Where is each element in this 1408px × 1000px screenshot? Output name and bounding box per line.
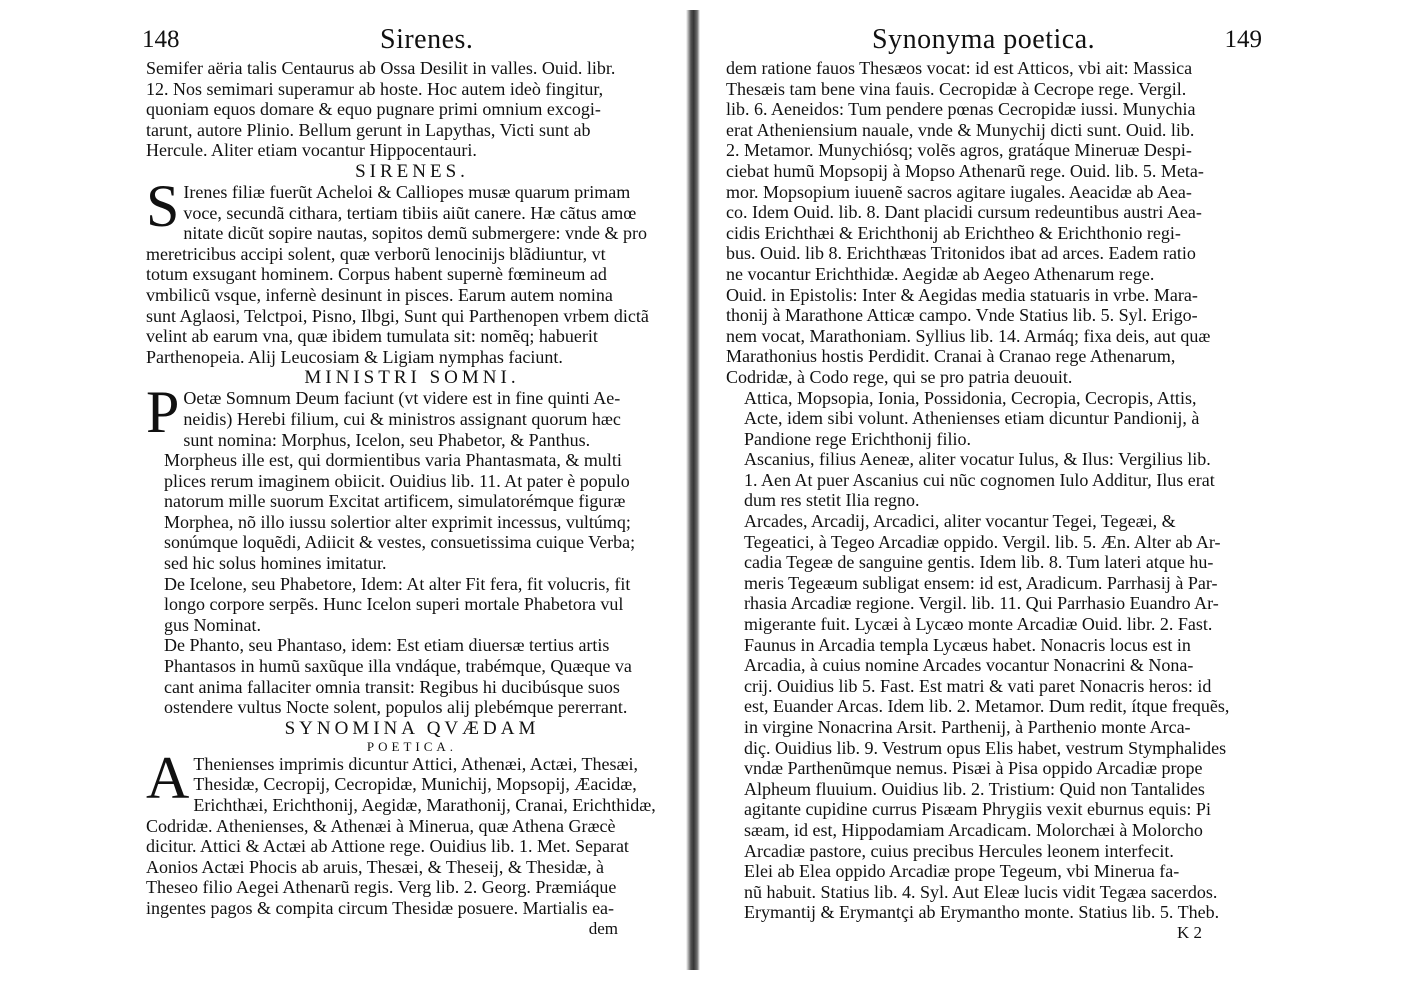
section-subheading-poetica: POETICA. bbox=[366, 738, 458, 754]
text-line: vmbilicũ vsque, infernè desinunt in pisces. Earum autem nomina bbox=[146, 284, 613, 305]
text-line: Hercule. Aliter etiam vocantur Hippocentauri. bbox=[146, 140, 477, 161]
text-line: co. Idem Ouid. lib. 8. Dant placidi cursum redeuntibus austri Aea- bbox=[726, 202, 1202, 223]
text-line: vndæ Parthenũmque nemus. Pisæi à Pisa oppido Arcadiæ prope bbox=[744, 758, 1203, 779]
text-line: sed hic solus homines imitatur. bbox=[164, 553, 387, 574]
drop-cap-p: P bbox=[146, 379, 180, 446]
text-line: Pandione rege Erichthonij filio. bbox=[744, 428, 971, 449]
text-line: quoniam equos domare & equo pugnare primi omnium excogi- bbox=[146, 99, 601, 120]
centaur-paragraph bbox=[146, 58, 678, 161]
text-line: diç. Ouidius lib. 9. Vestrum opus Elis habet, vestrum Stymphalides bbox=[744, 737, 1227, 758]
text-line: Phantasos in humũ saxũque illa vndáque, trabémque, Quæque va bbox=[164, 656, 632, 677]
drop-cap-a: A bbox=[146, 744, 190, 811]
right-page-number: 149 bbox=[1224, 26, 1262, 53]
text-line: Alpheum fluuium. Ouidius lib. 2. Tristium: Quid non Tantalides bbox=[744, 778, 1205, 799]
phanto-paragraph bbox=[146, 635, 678, 717]
text-line: 12. Nos semimari superamur ab hoste. Hoc autem ideò fingitur, bbox=[146, 78, 604, 99]
section-heading-synonima: SYNOMINA QVÆDAM bbox=[284, 717, 540, 739]
text-line: Codridæ, à Codo rege, qui se pro patria deuouit. bbox=[726, 366, 1073, 387]
text-line: mor. Mopsopium iuuenẽ sacros agitare iugales. Aeacidæ ab Aea- bbox=[726, 181, 1192, 202]
elei-paragraph bbox=[726, 861, 1262, 923]
text-line: cant anima fallaciter omnia transit: Regibus hi ducibúsque suos bbox=[164, 676, 620, 697]
text-line: erat Atheniensium nauale, vnde & Munychij dicti sunt. Ouid. lib. bbox=[726, 119, 1195, 140]
left-page bbox=[142, 24, 678, 982]
text-line: nitate dicũt sopire nautas, sopitos demũ submergere: vnde & pro bbox=[183, 223, 647, 244]
text-line: De Phanto, seu Phantaso, idem: Est etiam diuersæ tertius artis bbox=[164, 635, 610, 656]
text-line: Theseo filio Aegei Athenarũ regis. Verg lib. 2. Georg. Præmiáque bbox=[146, 877, 617, 898]
signature-mark: K 2 bbox=[1176, 922, 1202, 942]
text-line: crij. Ouidius lib 5. Fast. Est matri & vati paret Nonacris heros: id bbox=[744, 675, 1212, 696]
text-line: dicitur. Attici & Actæi ab Attione rege. Ouidius lib. 1. Met. Separat bbox=[146, 836, 629, 857]
text-line: migerante fuit. Lycæi à Lycæo monte Arcadiæ Ouid. libr. 2. Fast. bbox=[744, 614, 1213, 635]
text-line: Arcadia, à cuius nomine Arcades vocantur Nonacrini & Nona- bbox=[744, 655, 1194, 676]
text-line: Elei ab Elea oppido Arcadiæ prope Tegeum, vbi Minerua fa- bbox=[744, 861, 1180, 882]
left-page-body bbox=[146, 58, 678, 939]
text-line: Codridæ. Athenienses, & Athenæi à Minerua, quæ Athena Græcè bbox=[146, 815, 616, 836]
text-line: Aonios Actæi Phocis ab aruis, Thesæi, & Theseij, & Thesidæ, à bbox=[146, 856, 604, 877]
text-line: Erichthæi, Erichthonij, Aegidæ, Marathonij, Cranai, Erichthidæ, bbox=[193, 795, 656, 815]
text-line: nem vocat, Marathoniam. Syllius lib. 14. Armáq; fixa deis, aut quæ bbox=[726, 325, 1211, 346]
right-running-head: Synonyma poetica. bbox=[872, 24, 1096, 55]
section-heading-ministri-somni: MINISTRI SOMNI. bbox=[304, 367, 520, 389]
text-line: Attica, Mopsopia, Ionia, Possidonia, Cecropia, Cecropis, Attis, bbox=[744, 387, 1197, 408]
text-line: cadia Tegeæ de sanguine gentis. Idem lib. 8. Tum lateri atque hu- bbox=[744, 552, 1214, 573]
morpheus-paragraph bbox=[146, 450, 678, 574]
text-line: gus Nominat. bbox=[164, 614, 261, 635]
text-line: natorum mille suorum Excitat artificem, simulatorémque figuræ bbox=[164, 491, 626, 512]
text-line: De Icelone, seu Phabetore, Idem: At alter Fit fera, fit volucris, fit bbox=[164, 573, 631, 594]
text-line: Acte, idem sibi volunt. Athenienses etiam dicuntur Pandionij, à bbox=[744, 408, 1200, 429]
text-line: rhasia Arcadiæ regione. Vergil. lib. 11. Qui Parrhasio Euandro Ar- bbox=[744, 593, 1219, 614]
right-page-header bbox=[726, 24, 1262, 58]
text-line: nũ habuit. Statius lib. 4. Syl. Aut Eleæ lucis vidit Tegæa sacerdos. bbox=[744, 881, 1218, 902]
text-line: plices rerum imaginem obiicit. Ouidius lib. 11. At pater è populo bbox=[164, 470, 630, 491]
text-line: agitante cupidine currus Pisæam Phrygiis vexit eburnus equis: Pi bbox=[744, 799, 1211, 820]
text-line: Thesæis tam bene vina fauis. Cecropidæ à Cecrope rege. Vergil. bbox=[726, 78, 1187, 99]
sirenes-paragraph bbox=[146, 172, 678, 367]
text-line: Arcadiæ pastore, cuius precibus Hercules leonem interfecit. bbox=[744, 840, 1174, 861]
text-line: ostendere vultus Nocte solent, populos alij plebémque pererrant. bbox=[164, 697, 628, 718]
text-line: longo corpore serpẽs. Hunc Icelon superi mortale Phabetora vul bbox=[164, 594, 624, 615]
icelon-paragraph bbox=[146, 574, 678, 636]
text-line: sæam, id est, Hippodamiam Arcadicam. Molorchæi à Molorcho bbox=[744, 819, 1203, 840]
text-line: Morpheus ille est, qui dormientibus varia Phantasmata, & multi bbox=[164, 450, 622, 471]
section-heading-sirenes: SIRENES. bbox=[355, 160, 469, 182]
text-line: neidis) Herebi filium, cui & ministros assignant quorum hæc bbox=[183, 408, 621, 429]
text-line: ciebat humũ Mopsopij à Mopso Athenarũ rege. Ouid. lib. 5. Meta- bbox=[726, 160, 1204, 181]
attica-paragraph bbox=[726, 388, 1262, 450]
right-page bbox=[726, 24, 1262, 982]
text-line: velint ab earum vna, quæ ibidem tumulata sit: nomẽq; habuerit bbox=[146, 326, 598, 347]
text-line: est, Euander Arcas. Idem lib. 2. Metamor. Dum redit, ítque frequẽs, bbox=[744, 696, 1230, 717]
text-line: Morphea, nõ illo iussu solertior alter exprimit incessus, vultúmq; bbox=[164, 511, 631, 532]
text-line: Arcades, Arcadij, Arcadici, aliter vocantur Tegei, Tegeæi, & bbox=[744, 511, 1176, 532]
text-line: Ascanius, filius Aeneæ, aliter vocatur Iulus, & Ilus: Vergilius lib. bbox=[744, 449, 1211, 470]
text-line: Erymantij & Erymantçi ab Erymantho monte. Statius lib. 5. Theb. bbox=[744, 902, 1220, 923]
text-line: meretricibus accipi solent, quæ verborũ lenocinijs blãdiuntur, vt bbox=[146, 243, 606, 264]
text-line: ne vocantur Erichthidæ. Aegidæ ab Aegeo Athenarum rege. bbox=[726, 263, 1155, 284]
text-line: Ouid. in Epistolis: Inter & Aegidas media statuaris in vrbe. Mara- bbox=[726, 284, 1198, 305]
text-line: in virgine Nonacrina Arsit. Parthenij, à Parthenio monte Arca- bbox=[744, 717, 1191, 737]
text-line: Irenes filiæ fuerũt Acheloi & Calliopes musæ quarum primam bbox=[183, 181, 631, 202]
text-line: tarunt, autore Plinio. Bellum gerunt in Lapythas, Victi sunt ab bbox=[146, 119, 591, 140]
text-line: Tegeatici, à Tegeo Arcadiæ oppido. Vergil. lib. 5. Æn. Alter ab Ar- bbox=[744, 531, 1221, 552]
ministri-paragraph bbox=[146, 379, 678, 450]
text-line: dem ratione fauos Thesæos vocat: id est Atticos, vbi ait: Massica bbox=[726, 58, 1193, 78]
text-line: sunt Aglaosi, Telctpoi, Pisno, Ilbgi, Sunt qui Parthenopen vrbem dictã bbox=[146, 305, 649, 326]
text-line: meris Tegeæum subligat ensem: id est, Aradicum. Parrhasij à Par- bbox=[744, 572, 1218, 593]
text-line: lib. 6. Aeneidos: Tum pendere pœnas Cecropidæ iussi. Munychia bbox=[726, 99, 1196, 120]
right-page-body bbox=[726, 58, 1262, 943]
arcades-paragraph bbox=[726, 511, 1262, 861]
text-line: Thenienses imprimis dicuntur Attici, Athenæi, Actæi, Thesæi, bbox=[193, 753, 638, 774]
text-line: ingentes pagos & compita circum Thesidæ posuere. Martialis ea- bbox=[146, 897, 615, 918]
left-page-header bbox=[142, 24, 678, 58]
text-line: Thesidæ, Cecropij, Cecropidæ, Munichij, Mopsopij, Æacidæ, bbox=[193, 774, 637, 795]
text-line: sonúmque loquẽdi, Adiicit & vestes, consuetissima cuique Verba; bbox=[164, 532, 636, 553]
text-line: Faunus in Arcadia templa Lycæus habet. Nonacris locus est in bbox=[744, 634, 1191, 655]
text-line: cidis Erichthæi & Erichthonij ab Erichtheo & Erichthonio regi- bbox=[726, 222, 1181, 243]
text-line: 2. Metamor. Munychiósq; volẽs agros, gratáque Mineruæ Despi- bbox=[726, 140, 1192, 161]
text-line: bus. Ouid. lib 8. Erichthæas Tritonidos ibat ad arces. Eadem ratio bbox=[726, 243, 1196, 264]
ascanius-paragraph bbox=[726, 449, 1262, 511]
left-running-head: Sirenes. bbox=[380, 24, 474, 55]
left-page-number: 148 bbox=[142, 26, 180, 53]
drop-cap-s: S bbox=[146, 172, 180, 239]
text-line: totum exsugant hominem. Corpus habent supernè fœmineum ad bbox=[146, 264, 607, 285]
continuation-paragraph bbox=[726, 58, 1262, 388]
catchword: dem bbox=[588, 918, 618, 938]
text-line: Oetæ Somnum Deum faciunt (vt videre est in fine quinti Ae- bbox=[183, 388, 621, 409]
text-line: Semifer aëria talis Centaurus ab Ossa Desilit in valles. Ouid. libr. bbox=[146, 58, 616, 78]
text-line: Parthenopeia. Alij Leucosiam & Ligiam nymphas faciunt. bbox=[146, 346, 563, 367]
text-line: 1. Aen At puer Ascanius cui nũc cognomen Iulo Additur, Ilus erat bbox=[744, 469, 1215, 490]
book-gutter bbox=[686, 10, 700, 970]
text-line: thonij à Marathone Atticæ campo. Vnde Statius lib. 5. Syl. Erigo- bbox=[726, 305, 1198, 326]
text-line: dum res stetit Ilia regno. bbox=[744, 490, 920, 511]
text-line: Marathonius hostis Perdidit. Cranai à Cranao rege Athenarum, bbox=[726, 346, 1176, 367]
text-line: sunt nomina: Morphus, Icelon, seu Phabetor, & Panthus. bbox=[183, 429, 591, 450]
text-line: voce, secundã cithara, tertiam tibiis aiũt canere. Hæ cãtus amœ bbox=[183, 202, 637, 223]
